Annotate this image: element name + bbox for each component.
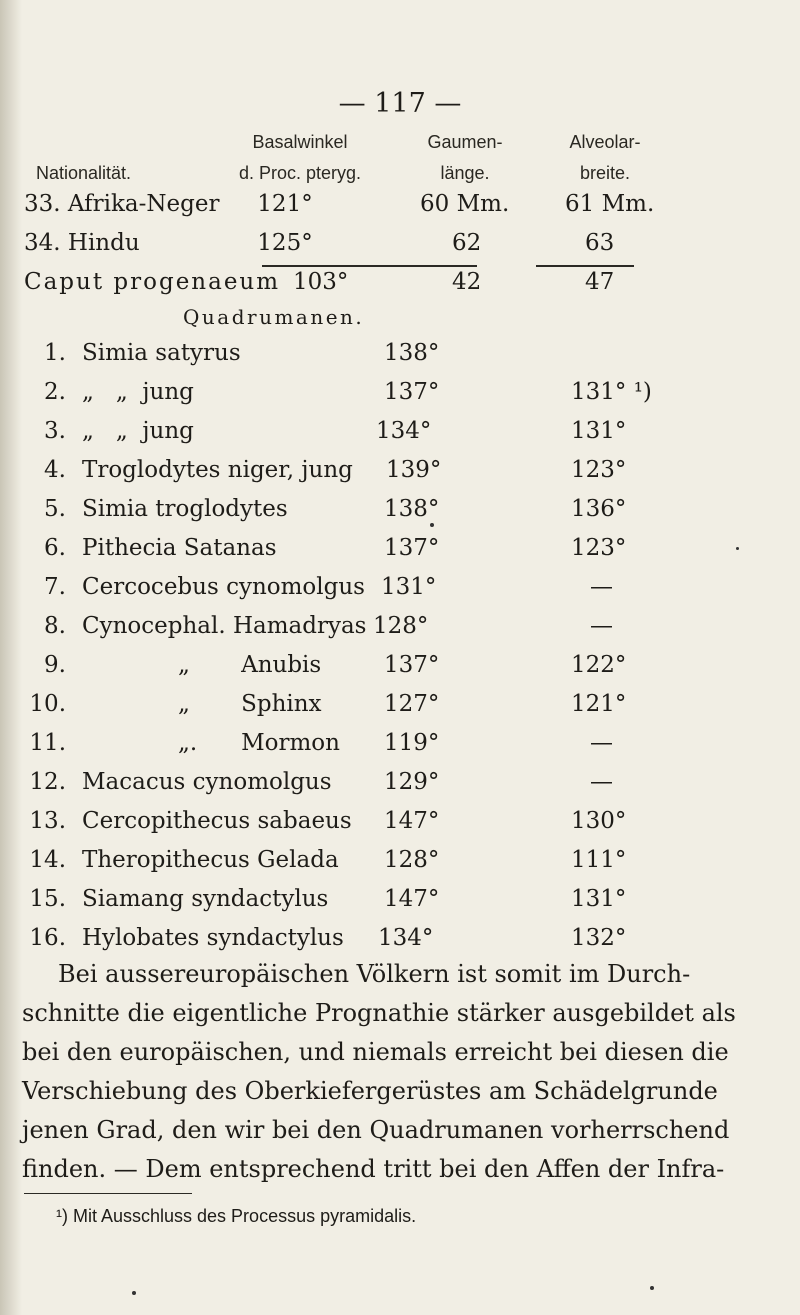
footnote-rule xyxy=(24,1193,192,1194)
row-name: Macacus cynomolgus xyxy=(82,769,332,795)
page-number: — 117 — xyxy=(338,88,462,119)
row-num: 11. xyxy=(29,730,66,756)
caput-gaumen: 42 xyxy=(452,269,482,295)
row-alveolar: — xyxy=(590,574,613,600)
row-basal: 119° xyxy=(384,730,440,756)
row-name: Hylobates syndactylus xyxy=(82,925,344,951)
row-33-gaumen: 60 Mm. xyxy=(420,191,510,217)
row-num: 8. xyxy=(44,613,66,639)
row-name: „ Sphinx xyxy=(178,691,322,717)
row-num: 14. xyxy=(29,847,66,873)
prose-line: jenen Grad, den wir bei den Quadrumanen vorherrschend xyxy=(22,1116,730,1144)
rule-basal-gaumen xyxy=(262,265,477,267)
row-basal: 137° xyxy=(384,652,440,678)
header-laenge: länge. xyxy=(440,163,490,183)
row-alveolar: 111° xyxy=(571,847,627,873)
row-basal: 129° xyxy=(384,769,440,795)
prose-line: bei den europäischen, und niemals erreicht bei diesen die xyxy=(22,1038,729,1066)
footnote: ¹) Mit Ausschluss des Processus pyramidalis. xyxy=(56,1206,417,1226)
row-num: 10. xyxy=(29,691,66,717)
row-num: 6. xyxy=(44,535,66,561)
row-num: 9. xyxy=(44,652,66,678)
rule-alveolar xyxy=(536,265,634,267)
row-alveolar: 131° ¹) xyxy=(571,379,652,405)
row-alveolar: 131° xyxy=(571,886,627,912)
row-name: Troglodytes niger, jung xyxy=(82,457,353,483)
row-basal: 139° xyxy=(386,457,442,483)
row-num: 5. xyxy=(44,496,66,522)
row-name: Simia satyrus xyxy=(82,340,241,366)
header-breite: breite. xyxy=(579,163,631,183)
row-34-gaumen: 62 xyxy=(452,230,482,256)
row-alveolar: 131° xyxy=(571,418,627,444)
page-gutter-shadow xyxy=(0,0,22,1315)
row-name: „ Anubis xyxy=(178,652,322,678)
row-basal: 131° xyxy=(381,574,437,600)
row-basal: 128° xyxy=(384,847,440,873)
row-basal: 127° xyxy=(384,691,440,717)
row-alveolar: — xyxy=(590,613,613,639)
row-name: Simia troglodytes xyxy=(82,496,288,522)
row-name: „ „ jung xyxy=(82,379,194,405)
prose-line: schnitte die eigentliche Prognathie stärker ausgebildet als xyxy=(22,999,736,1027)
row-alveolar: 123° xyxy=(571,457,627,483)
row-alveolar: 130° xyxy=(571,808,627,834)
row-basal: 128° xyxy=(373,613,429,639)
row-alveolar: 123° xyxy=(571,535,627,561)
row-num: 4. xyxy=(44,457,66,483)
row-basal: 138° xyxy=(384,340,440,366)
row-basal: 137° xyxy=(384,535,440,561)
row-num: 1. xyxy=(44,340,66,366)
ink-speck xyxy=(650,1286,654,1290)
prose-line: finden. — Dem entsprechend tritt bei den Affen der Infra- xyxy=(22,1155,725,1183)
prose-line: Verschiebung des Oberkiefergerüstes am Schädelgrunde xyxy=(22,1077,718,1105)
caput-alveolar: 47 xyxy=(585,269,615,295)
row-34-alveolar: 63 xyxy=(585,230,615,256)
row-basal: 134° xyxy=(378,925,434,951)
row-name: Cercopithecus sabaeus xyxy=(82,808,352,834)
caput-name: Caput progenaeum xyxy=(24,269,281,295)
row-alveolar: 122° xyxy=(571,652,627,678)
row-33-alveolar: 61 Mm. xyxy=(565,191,655,217)
row-alveolar: 136° xyxy=(571,496,627,522)
row-num: 7. xyxy=(44,574,66,600)
row-alveolar: 121° xyxy=(571,691,627,717)
row-alveolar: 132° xyxy=(571,925,627,951)
row-name: „. Mormon xyxy=(178,730,340,756)
row-num: 16. xyxy=(29,925,66,951)
row-num: 3. xyxy=(44,418,66,444)
header-nationalitaet: Nationalität. xyxy=(36,163,132,183)
header-alveolar: Alveolar- xyxy=(569,132,641,152)
ink-speck xyxy=(132,1291,136,1295)
row-basal: 138° xyxy=(384,496,440,522)
row-basal: 147° xyxy=(384,808,440,834)
row-basal: 134° xyxy=(376,418,432,444)
row-basal: 137° xyxy=(384,379,440,405)
row-name: Cynocephal. Hamadryas xyxy=(82,613,367,639)
row-alveolar: — xyxy=(590,769,613,795)
row-alveolar: — xyxy=(590,730,613,756)
row-name: Theropithecus Gelada xyxy=(82,847,339,873)
header-gaumen: Gaumen- xyxy=(427,132,503,152)
row-33-basal: 121° xyxy=(257,191,313,217)
row-num: 12. xyxy=(29,769,66,795)
header-proc-pteryg: d. Proc. pteryg. xyxy=(238,163,362,183)
row-34-basal: 125° xyxy=(257,230,313,256)
row-num: 2. xyxy=(44,379,66,405)
row-num: 15. xyxy=(29,886,66,912)
ink-speck xyxy=(430,523,434,527)
row-name: Siamang syndactylus xyxy=(82,886,329,912)
section-title-quadrumanen: Quadrumanen. xyxy=(183,305,365,329)
row-34-name: 34. Hindu xyxy=(24,230,140,256)
row-num: 13. xyxy=(29,808,66,834)
header-basalwinkel: Basalwinkel xyxy=(252,132,348,152)
row-name: Cercocebus cynomolgus xyxy=(82,574,365,600)
row-33-name: 33. Afrika-Neger xyxy=(24,191,220,217)
row-basal: 147° xyxy=(384,886,440,912)
ink-speck xyxy=(736,547,739,550)
prose-line: Bei aussereuropäischen Völkern ist somit im Durch- xyxy=(58,960,691,988)
caput-basal: 103° xyxy=(293,269,349,295)
row-name: „ „ jung xyxy=(82,418,194,444)
row-name: Pithecia Satanas xyxy=(82,535,277,561)
